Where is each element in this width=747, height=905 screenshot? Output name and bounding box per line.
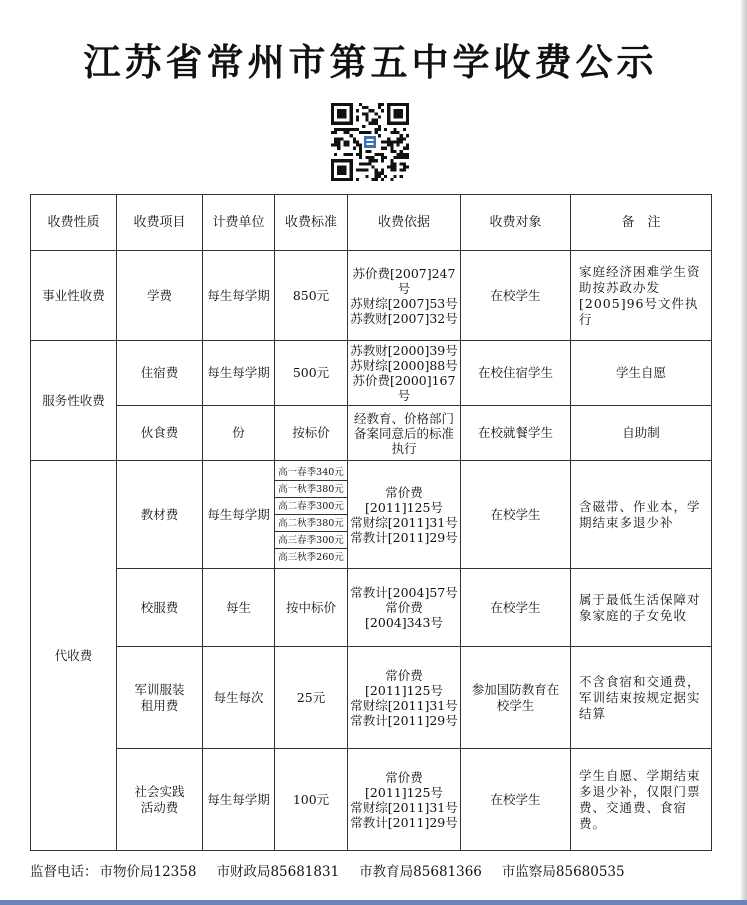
- fee-basis: 常教计[2004]57号 常价费 [2004]343号: [348, 569, 461, 647]
- fee-item: 学费: [117, 251, 203, 341]
- header-nature: 收费性质: [31, 195, 117, 251]
- hotline-number: 市监察局85680535: [501, 864, 625, 880]
- price-entry: 高三秋季260元: [278, 551, 344, 563]
- fee-target: 在校住宿学生: [461, 341, 571, 406]
- price-entry: 高二春季300元: [275, 498, 347, 515]
- table-row: [31, 749, 712, 851]
- fee-note: 自助制: [571, 406, 712, 461]
- header-standard: 收费标准: [275, 195, 348, 251]
- fee-basis: 苏价费[2007]247号 苏财综[2007]53号 苏教财[2007]32号: [348, 251, 461, 341]
- fee-basis: 苏教财[2000]39号 苏财综[2000]88号 苏价费[2000]167号: [348, 341, 461, 406]
- table-row: [31, 461, 712, 569]
- table-row: [31, 341, 712, 406]
- fee-standard: 850元: [275, 251, 348, 341]
- qr-code-icon: [331, 103, 409, 181]
- fee-basis: 常价费 [2011]125号 常财综[2011]31号 常教计[2011]29号: [348, 749, 461, 851]
- page-title: 江苏省常州市第五中学收费公示: [83, 41, 658, 84]
- fee-unit: 份: [203, 406, 275, 461]
- hotline-number: 市物价局12358: [99, 864, 197, 880]
- fee-nature: 事业性收费: [31, 251, 117, 341]
- fee-target: 在校学生: [461, 569, 571, 647]
- fee-unit: 每生每次: [203, 647, 275, 749]
- table-row: [31, 406, 712, 461]
- fee-item: 教材费: [117, 461, 203, 569]
- fee-standard: 25元: [275, 647, 348, 749]
- page-edge-shadow: [741, 0, 747, 905]
- fee-standard: 按中标价: [275, 569, 348, 647]
- fee-unit: 每生每学期: [203, 341, 275, 406]
- fee-note: 含磁带、作业本，学期结束多退少补: [571, 461, 712, 569]
- fee-target: 在校学生: [461, 749, 571, 851]
- fee-item: 社会实践活动费: [117, 749, 203, 851]
- header-basis: 收费依据: [348, 195, 461, 251]
- fee-note: 不含食宿和交通费，军训结束按规定据实结算: [571, 647, 712, 749]
- header-note: 备 注: [571, 195, 712, 251]
- fee-standard-prices: [275, 461, 348, 569]
- fee-target: 在校就餐学生: [461, 406, 571, 461]
- fee-basis: 常价费 [2011]125号 常财综[2011]31号 常教计[2011]29号: [348, 647, 461, 749]
- fee-unit: 每生每学期: [203, 251, 275, 341]
- fee-standard: 100元: [275, 749, 348, 851]
- fee-item: 军训服装租用费: [117, 647, 203, 749]
- price-entry: 高二秋季380元: [275, 515, 347, 532]
- hotline-number: 市教育局85681366: [359, 864, 482, 880]
- table-header-row: [31, 195, 712, 251]
- fee-unit: 每生每学期: [203, 749, 275, 851]
- fee-basis: 常价费 [2011]125号 常财综[2011]31号 常教计[2011]29号: [348, 461, 461, 569]
- fee-item: 校服费: [117, 569, 203, 647]
- bottom-band: [0, 900, 747, 905]
- supervision-hotline: [30, 860, 730, 880]
- fee-standard: 按标价: [275, 406, 348, 461]
- price-entry: 高三春季300元: [275, 532, 347, 549]
- table-row: [31, 251, 712, 341]
- fee-nature: 服务性收费: [31, 341, 117, 461]
- fee-unit: 每生每学期: [203, 461, 275, 569]
- table-row: [31, 569, 712, 647]
- fee-note: 学生自愿: [571, 341, 712, 406]
- fee-item: 住宿费: [117, 341, 203, 406]
- fee-table: [30, 194, 712, 851]
- hotline-number: 市财政局85681831: [216, 864, 340, 880]
- fee-note: 学生自愿、学期结束多退少补，仅限门票费、交通费、食宿费。: [571, 749, 712, 851]
- header-target: 收费对象: [461, 195, 571, 251]
- price-list: [275, 464, 347, 565]
- fee-item: 伙食费: [117, 406, 203, 461]
- fee-target: 在校学生: [461, 461, 571, 569]
- fee-basis: 经教育、价格部门备案同意后的标准执行: [348, 406, 461, 461]
- price-entry: 高一春季340元: [275, 464, 347, 481]
- header-item: 收费项目: [117, 195, 203, 251]
- fee-target: 参加国防教育在校学生: [461, 647, 571, 749]
- fee-note: 家庭经济困难学生资助按苏政办发[2005]96号文件执行: [571, 251, 712, 341]
- header-unit: 计费单位: [203, 195, 275, 251]
- fee-note: 属于最低生活保障对象家庭的子女免收: [571, 569, 712, 647]
- fee-unit: 每生: [203, 569, 275, 647]
- price-entry: 高一秋季380元: [275, 481, 347, 498]
- fee-target: 在校学生: [461, 251, 571, 341]
- hotline-label: 监督电话：: [30, 864, 98, 880]
- table-row: [31, 647, 712, 749]
- fee-nature: 代收费: [31, 461, 117, 851]
- fee-standard: 500元: [275, 341, 348, 406]
